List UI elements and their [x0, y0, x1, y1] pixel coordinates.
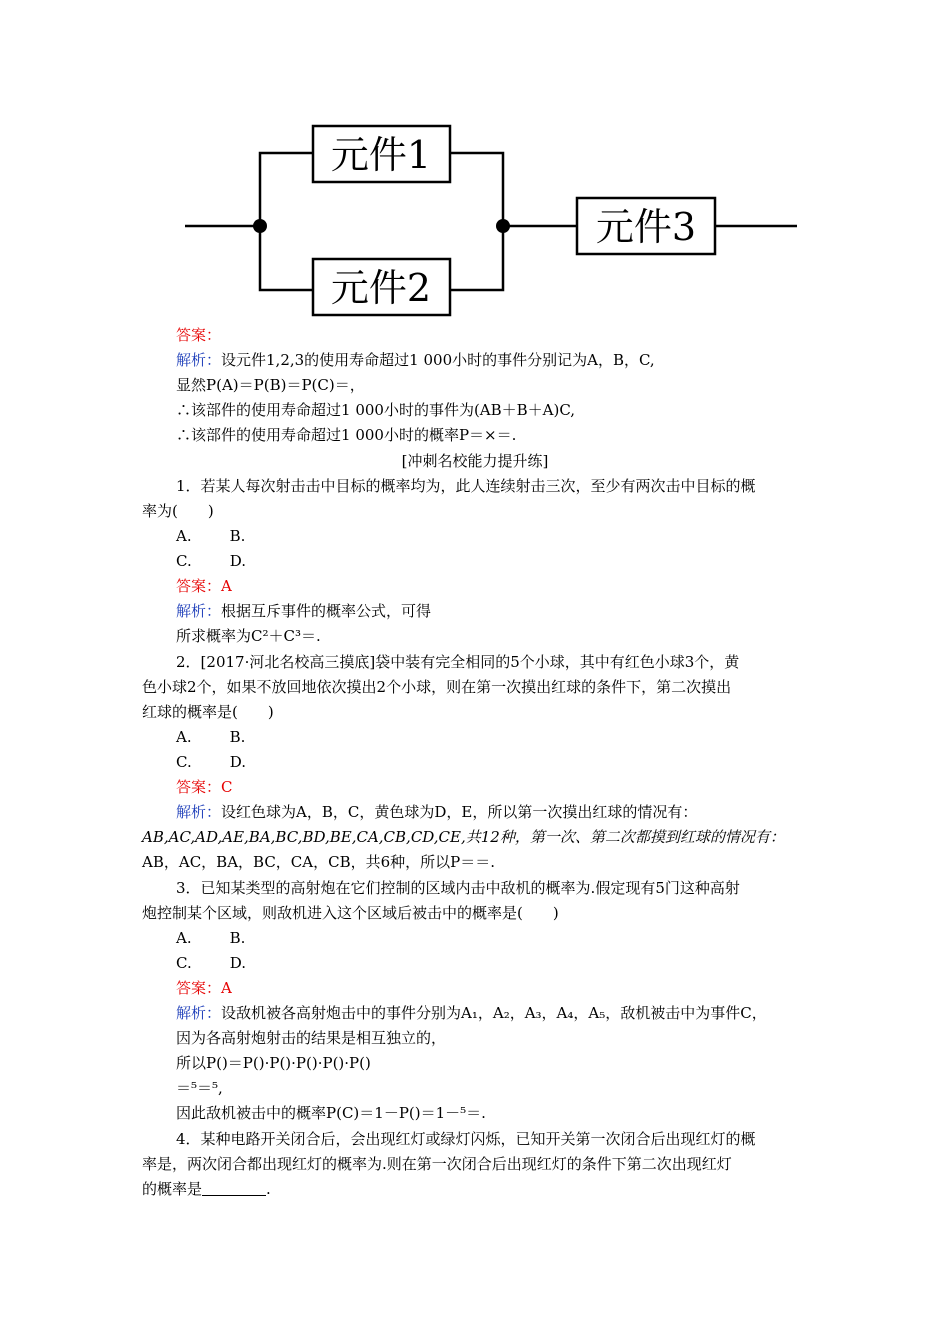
option-b: B.	[229, 527, 246, 545]
question-3-analysis-2: 因为各高射炮射击的结果是相互独立的，	[176, 1029, 447, 1047]
analysis-label: 解析：	[176, 351, 222, 369]
right-junction-dot	[496, 219, 510, 233]
question-4-line3	[0, 1177, 950, 1202]
analysis-text: 设红色球为A，B，C，黄色球为D，E，所以第一次摸出红球的情况有：	[221, 803, 698, 821]
question-3-analysis-5: 因此敌机被击中的概率P(C)＝1－P()＝1－⁵＝.	[176, 1104, 486, 1122]
answer-blank[interactable]	[202, 1181, 266, 1196]
section-title: [冲刺名校能力提升练]	[401, 452, 549, 470]
analysis-label: 解析：	[176, 803, 222, 821]
question-4-end: .	[266, 1180, 271, 1198]
option-c: C.	[176, 552, 192, 570]
text-line: ∴该部件的使用寿命超过1 000小时的概率P＝×＝.	[176, 426, 517, 444]
option-d: D.	[229, 753, 246, 771]
question-1-line2: 率为( )	[142, 502, 214, 520]
component2-label: 元件2	[330, 266, 432, 310]
answer-label: 答案：	[176, 326, 222, 344]
question-3-options-ab	[0, 926, 950, 951]
question-3-analysis-4: ＝⁵＝⁵,	[176, 1079, 223, 1097]
question-3-options-cd	[0, 951, 950, 976]
analysis-text: 根据互斥事件的概率公式，可得	[221, 602, 432, 620]
text-line: 显然P(A)＝P(B)＝P(C)＝，	[176, 376, 365, 394]
question-3-analysis-3: 所以P()＝P()·P()·P()·P()·P()	[176, 1054, 371, 1072]
question-2-line3: 红球的概率是( )	[142, 703, 274, 721]
text-line: ∴该部件的使用寿命超过1 000小时的事件为(AB＋B＋A)C,	[176, 401, 576, 419]
component3-label: 元件3	[595, 205, 697, 249]
analysis-label: 解析：	[176, 602, 222, 620]
question-2-answer: 答案：C	[176, 778, 233, 796]
analysis-text: 设元件1,2,3的使用寿命超过1 000小时的事件分别记为A，B，C,	[221, 351, 655, 369]
question-2-line2: 色小球2个，如果不放回地依次摸出2个小球，则在第一次摸出红球的条件下，第二次摸出	[142, 678, 732, 696]
question-2-line1: 2．[2017·河北名校高三摸底]袋中装有完全相同的5个小球，其中有红色小球3个，黄	[176, 653, 740, 671]
question-3-analysis	[0, 1001, 950, 1026]
question-1-options-cd	[0, 549, 950, 574]
answer-line	[0, 323, 950, 348]
question-2-options-cd	[0, 750, 950, 775]
question-2-analysis-3: AB，AC，BA，BC，CA，CB，共6种，所以P＝＝.	[142, 853, 496, 871]
component1-label: 元件1	[330, 133, 432, 177]
option-d: D.	[229, 954, 246, 972]
question-1-options-ab	[0, 524, 950, 549]
option-b: B.	[229, 929, 246, 947]
question-4-text: 的概率是	[142, 1180, 203, 1198]
option-a: A.	[176, 929, 192, 947]
question-4-line2: 率是，两次闭合都出现红灯的概率为.则在第一次闭合后出现红灯的条件下第二次出现红灯	[142, 1155, 732, 1173]
option-d: D.	[229, 552, 246, 570]
question-3-line1: 3．已知某类型的高射炮在它们控制的区域内击中敌机的概率为.假定现有5门这种高射	[176, 879, 740, 897]
option-c: C.	[176, 954, 192, 972]
lower-branch-right	[450, 226, 503, 290]
option-b: B.	[229, 728, 246, 746]
question-2-analysis-2: AB,AC,AD,AE,BA,BC,BD,BE,CA,CB,CD,CE,共12种，第一次、第二次都摸到红球的情况有：	[142, 828, 785, 846]
upper-branch-right	[450, 153, 503, 226]
question-1-analysis-2: 所求概率为C²＋C³＝.	[176, 627, 321, 645]
question-2-analysis	[0, 800, 950, 825]
analysis-line	[0, 348, 950, 373]
question-1-answer: 答案：A	[176, 577, 232, 595]
analysis-label: 解析：	[176, 1004, 222, 1022]
lower-branch-left	[260, 226, 313, 290]
question-3-line2: 炮控制某个区域，则敌机进入这个区域后被击中的概率是( )	[142, 904, 559, 922]
upper-branch-left	[260, 153, 313, 226]
left-junction-dot	[253, 219, 267, 233]
circuit-diagram	[185, 118, 800, 323]
question-1-analysis	[0, 599, 950, 624]
option-c: C.	[176, 753, 192, 771]
question-1-line1: 1．若某人每次射击击中目标的概率均为，此人连续射击三次，至少有两次击中目标的概	[176, 477, 756, 495]
analysis-text: 设敌机被各高射炮击中的事件分别为A₁，A₂，A₃，A₄，A₅，敌机被击中为事件C，	[221, 1004, 767, 1022]
option-a: A.	[176, 527, 192, 545]
question-2-options-ab	[0, 725, 950, 750]
question-3-answer: 答案：A	[176, 979, 232, 997]
question-4-line1: 4．某种电路开关闭合后，会出现红灯或绿灯闪烁，已知开关第一次闭合后出现红灯的概	[176, 1130, 756, 1148]
option-a: A.	[176, 728, 192, 746]
